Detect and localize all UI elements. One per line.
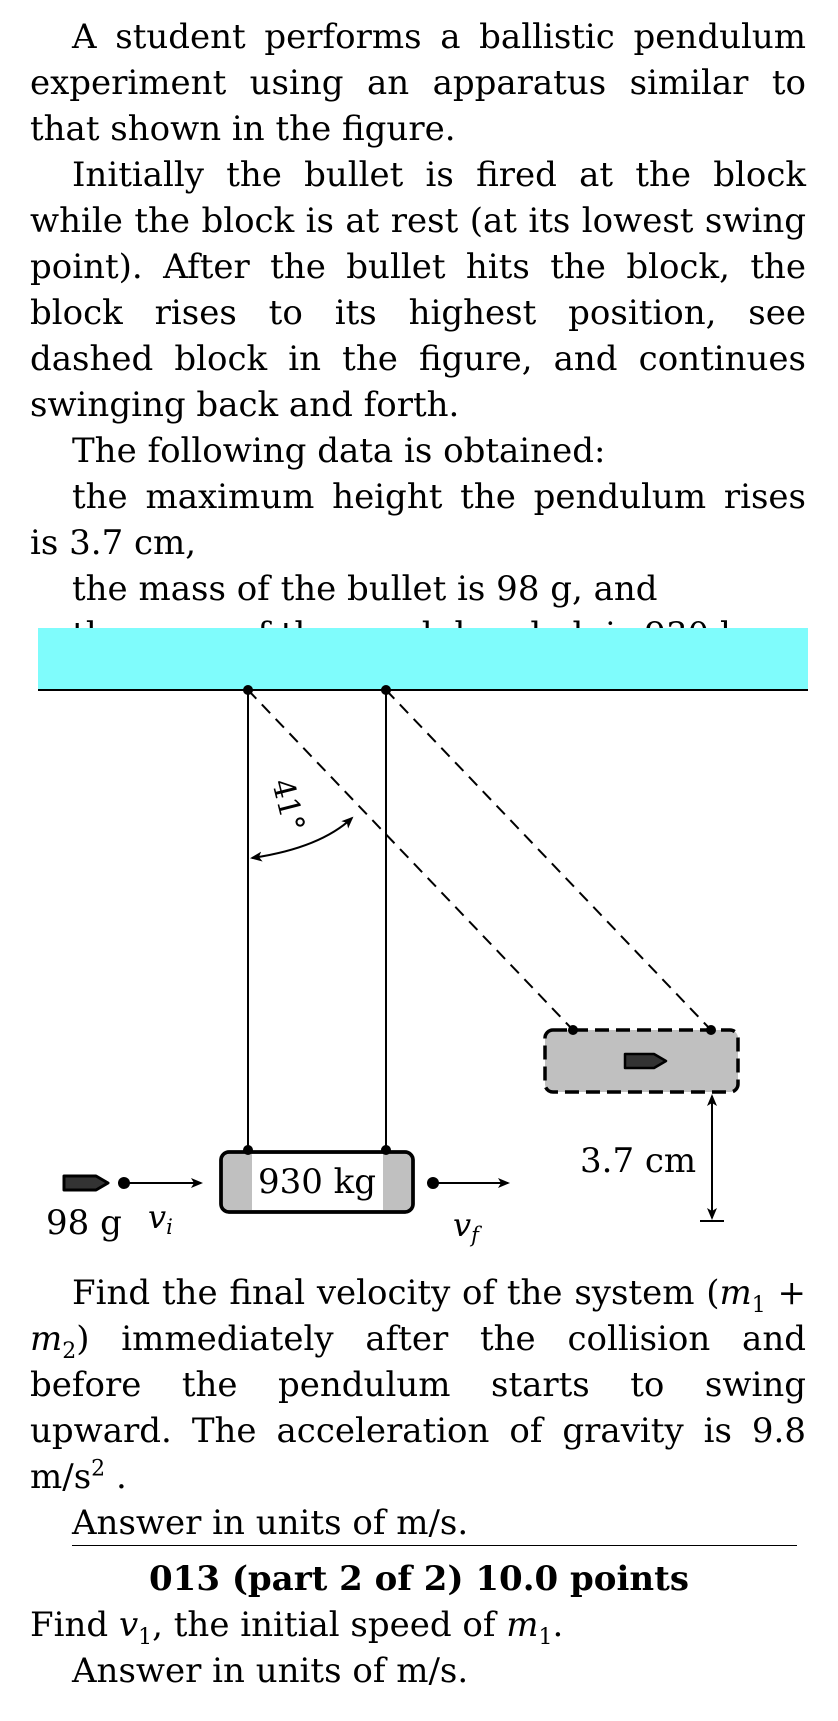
bullet-mass-label: 98 g (46, 1203, 122, 1243)
block-mass-label: 930 kg (257, 1162, 377, 1202)
pendulum-figure (0, 620, 838, 1260)
intro-paragraph-2: Initially the bullet is fired at the block while the block is at rest (at its lowest swing point). After the bullet hits the block, the block rises to its highest position, see dashed block in the figure, and continues swinging back and forth. (30, 155, 806, 425)
question-1-body: ) immediately after the collision and before the pendulum starts to swing upward. The acceleration of gravity is 9.8 m/s (30, 1319, 806, 1497)
symbol-m1-subscript-part2: 1 (538, 1624, 553, 1650)
units-exponent: 2 (91, 1456, 106, 1482)
intro-data-bullet-mass: the mass of the bullet is 98 g, and (72, 569, 658, 609)
swung-block-hook-right (706, 1025, 716, 1035)
symbol-m2-subscript: 2 (62, 1338, 77, 1364)
question-1-period: . (105, 1457, 127, 1497)
string-swung-left (248, 690, 573, 1030)
plus-sign: + (765, 1273, 806, 1313)
intro-paragraph-3: The following data is obtained: (72, 431, 606, 471)
question-2-body: , the initial speed of (152, 1605, 507, 1645)
problem-intro (30, 14, 806, 658)
symbol-m1-part2: m (506, 1605, 539, 1645)
symbol-m2: m (30, 1319, 63, 1359)
question-1-lead: Find the final velocity of the system ( (72, 1273, 720, 1313)
question-2-period: . (552, 1605, 564, 1645)
question-2-lead: Find (30, 1605, 119, 1645)
symbol-v1-subscript: 1 (138, 1624, 153, 1650)
question-part-1 (30, 1270, 806, 1546)
symbol-m1-subscript: 1 (751, 1292, 766, 1318)
answer-units-2: Answer in units of m/s. (72, 1651, 469, 1691)
intro-paragraph-1: A student performs a ballistic pendulum experiment using an apparatus similar to that shown in the figure. (30, 17, 806, 149)
height-label: 3.7 cm (580, 1141, 697, 1181)
symbol-v1: v (118, 1605, 139, 1645)
block-hook-left (243, 1145, 253, 1155)
bullet (64, 1176, 108, 1190)
string-swung-right (386, 690, 711, 1030)
vf-label: vf (453, 1206, 479, 1247)
ceiling (38, 628, 808, 690)
question-part-2 (30, 1602, 806, 1694)
symbol-m1: m (719, 1273, 752, 1313)
block-hook-right (381, 1145, 391, 1155)
part-2-heading: 013 (part 2 of 2) 10.0 points (149, 1559, 689, 1599)
answer-units-1: Answer in units of m/s. (72, 1503, 469, 1543)
part-divider (72, 1545, 797, 1546)
vi-label: vi (148, 1198, 173, 1239)
question-1-text (30, 1270, 806, 1500)
swung-block-hook-left (568, 1025, 578, 1035)
angle-label: 41° (264, 775, 312, 836)
intro-data-height: the maximum height the pendulum rises is 3.7 cm, (30, 477, 806, 563)
embedded-bullet (625, 1054, 666, 1068)
question-2-text (30, 1602, 806, 1648)
